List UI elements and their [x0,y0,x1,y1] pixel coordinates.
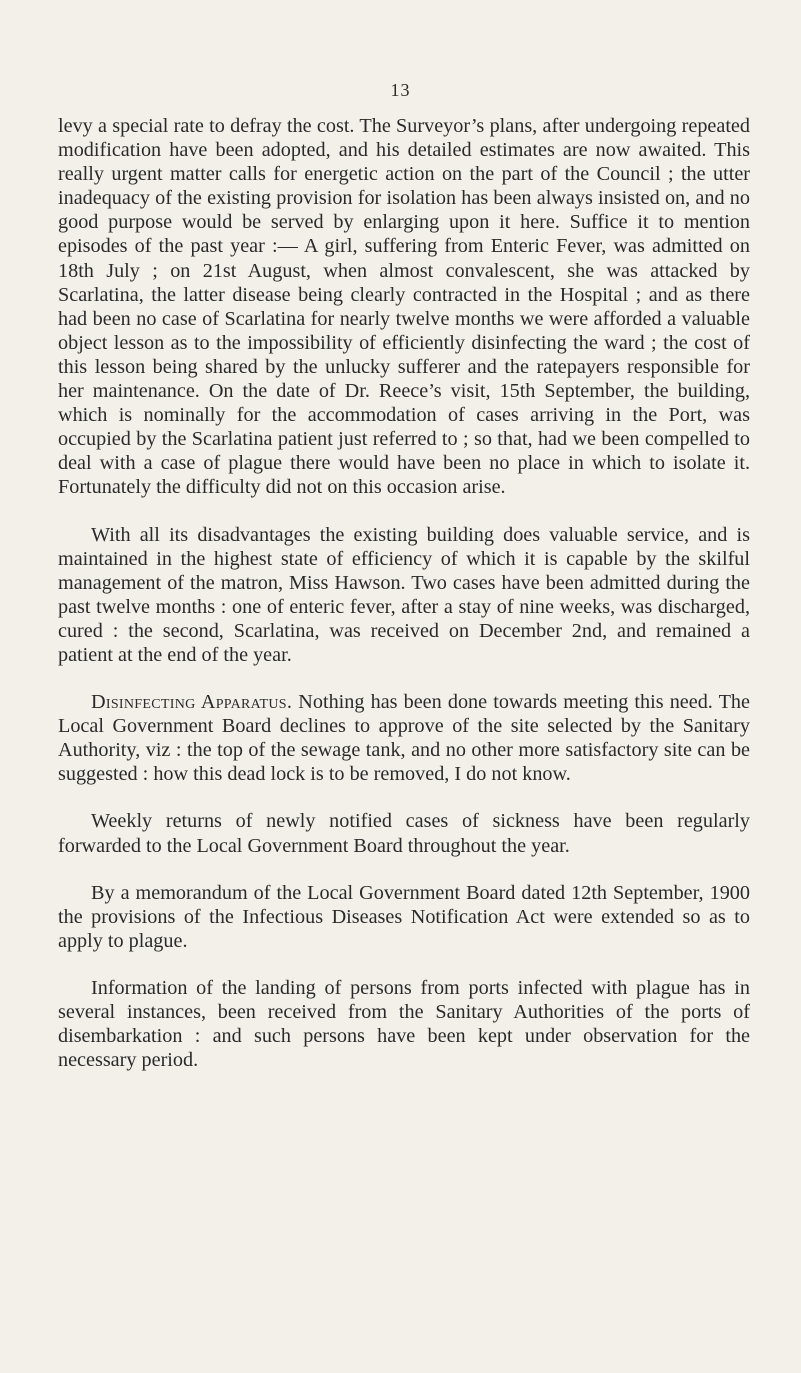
paragraph-isolation-hospital: levy a special rate to defray the cost. The Surveyor’s plans, after undergoing repeated modification have been adopted, and his detailed estimates are now awaited. This really urgent matter calls for energetic action on the part of the Council ; the utter inadequacy of the existing provision for isolation has been always insisted on, and no good purpose would be served by enlarging upon it here. Suffice it to mention episodes of the past year :— A girl, suffering from Enteric Fever, was admitted on 18th July ; on 21st August, when almost convalescent, she was attacked by Scarlatina, the latter disease being clearly contracted in the Hospital ; and as there had been no case of Scarlatina for nearly twelve months we were afforded a valuable object lesson as to the impossibility of efficiently disinfecting the ward ; the cost of this lesson being shared by the unlucky sufferer and the ratepayers responsible for her maintenance. On the date of Dr. Reece’s visit, 15th September, the building, which is nominally for the accommodation of cases arriving in the Port, was occupied by the Scarlatina patient just referred to ; so that, had we been compelled to deal with a case of plague there would have been no place in which to isolate it. Fortunately the difficulty did not on this occasion arise. [58,115,750,499]
body-text [58,114,750,1072]
paragraph-existing-building: With all its disadvantages the existing building does valuable service, and is maintained in the highest state of efficiency of which it is capable by the skilful management of the matron, Miss Hawson. Two cases have been admitted during the past twelve months : one of enteric fever, after a stay of nine weeks, was discharged, cured : the second, Scarlatina, was received on December 2nd, and remained a patient at the end of the year. [58,523,750,666]
paragraph-weekly-returns: Weekly returns of newly notified cases of sickness have been regularly forwarded to the Local Government Board throughout the year. [58,810,750,857]
paragraph-plague-information: Information of the landing of persons from ports infected with plague has in several instances, been received from the Sanitary Authorities of the ports of disembarkation : and such persons have been kept under observation for the necessary period. [58,976,750,1072]
page-number: 13 [390,80,411,100]
paragraph-disinfecting-apparatus [58,690,750,786]
paragraph-memorandum: By a memorandum of the Local Government Board dated 12th September, 1900 the provisions of the Infectious Diseases Notification Act were extended so as to apply to plague. [58,881,750,952]
paragraph-body: Nothing has been done towards meeting this need. The Local Government Board declines to approve of the site selected by the Sanitary Authority, viz : the top of the sewage tank, and no other more satisfactory site can be suggested : how this dead lock is to be removed, I do not know. [58,691,750,786]
section-heading: Disinfecting Apparatus. [91,691,293,714]
